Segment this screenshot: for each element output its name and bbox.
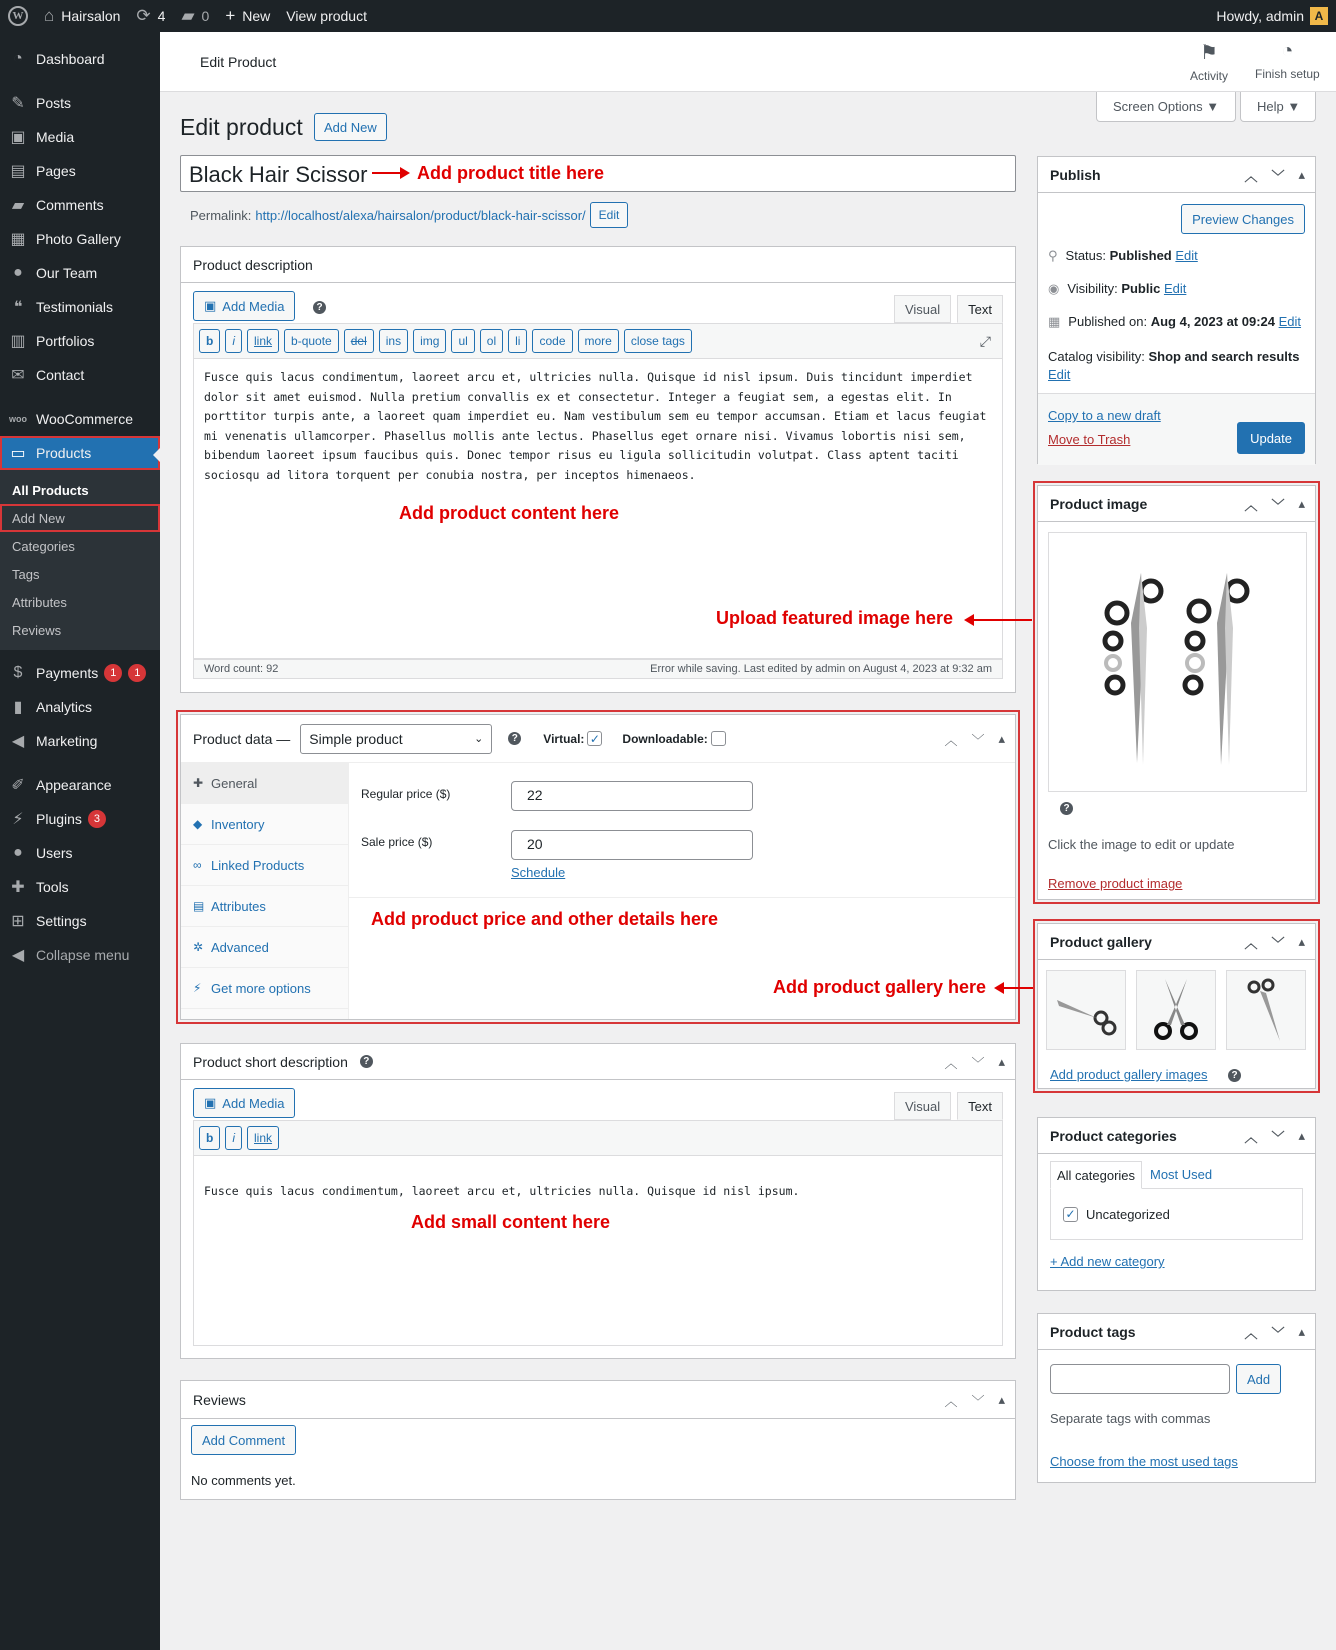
move-up-icon[interactable]: ︿	[1244, 1325, 1258, 1341]
publish-actions	[1038, 393, 1315, 465]
menu-collapse[interactable]: ◀ Collapse menu	[0, 938, 160, 972]
menu-testimonials[interactable]: ❝ Testimonials	[0, 290, 160, 324]
updates-link[interactable]: ⟳ 4	[136, 6, 166, 25]
admin-bar	[0, 0, 1336, 32]
comment-icon: ▰	[11, 197, 25, 214]
edit-catalog-link[interactable]: Edit	[1048, 367, 1071, 382]
product-data-box	[180, 714, 1016, 1020]
pages-icon: ▤	[10, 163, 26, 180]
quote-icon: ❝	[13, 299, 23, 316]
annotation-arrow	[996, 987, 1034, 989]
user-icon: ●	[13, 844, 23, 861]
help-icon[interactable]: ?	[508, 732, 521, 745]
menu-posts[interactable]: ✎ Posts	[0, 86, 160, 120]
add-new-button[interactable]: Add New	[314, 113, 387, 141]
qt-li[interactable]: li	[508, 329, 527, 353]
team-icon: ●	[13, 264, 23, 281]
scissors-icon	[1049, 533, 1308, 793]
annotation-gallery: Add product gallery here	[773, 977, 987, 997]
tab-visual[interactable]: Visual	[894, 1092, 951, 1120]
qt-more[interactable]: more	[578, 329, 619, 353]
edit-visibility-link[interactable]: Edit	[1163, 281, 1187, 296]
quicktags-toolbar	[193, 323, 1003, 359]
submenu-reviews[interactable]: Reviews	[12, 622, 62, 638]
submenu-all-products[interactable]: All Products	[12, 482, 89, 498]
megaphone-icon: ◀	[11, 733, 25, 750]
gallery-thumb[interactable]	[1136, 970, 1216, 1050]
move-to-trash-link[interactable]: Move to Trash	[1048, 432, 1131, 447]
schedule-link[interactable]: Schedule	[511, 865, 566, 880]
progress-icon: ◔	[1281, 40, 1294, 62]
category-list: ✓ Uncategorized	[1050, 1188, 1303, 1240]
box-header: Product short description ? ︿ ﹀ ▴	[181, 1044, 1015, 1080]
update-button[interactable]: Update	[1237, 422, 1305, 454]
help-icon[interactable]: ?	[360, 1055, 373, 1068]
fullscreen-icon[interactable]: ⤢	[979, 332, 991, 349]
move-up-icon[interactable]: ︿	[944, 1393, 958, 1409]
toggle-icon[interactable]: ▴	[1298, 167, 1305, 182]
virtual-checkbox[interactable]: ✓	[587, 731, 602, 746]
breadcrumb: Edit Product	[200, 54, 277, 70]
mail-icon: ✉	[11, 367, 25, 384]
tag-input[interactable]	[1050, 1364, 1230, 1394]
menu-appearance[interactable]: ✐ Appearance	[0, 768, 160, 802]
no-comments-text: No comments yet.	[191, 1473, 296, 1488]
refresh-icon: ⟳	[136, 6, 151, 25]
qt-ul[interactable]: ul	[451, 329, 474, 353]
gear-icon: ✲	[193, 940, 204, 954]
annotation-arrow	[966, 619, 1032, 621]
reviews-box	[180, 1380, 1016, 1500]
add-new-category-link[interactable]: + Add new category	[1050, 1254, 1165, 1269]
notification-badge: 1	[128, 664, 146, 682]
tab-attributes[interactable]: ▤ Attributes	[181, 886, 348, 927]
submenu-categories[interactable]: Categories	[12, 538, 75, 554]
remove-image-link[interactable]: Remove product image	[1048, 876, 1183, 891]
menu-woocommerce[interactable]: woo WooCommerce	[9, 411, 133, 427]
qt-italic[interactable]: i	[225, 329, 242, 353]
description-textarea[interactable]: Fusce quis lacus condimentum, laoreet arcu et, ultricies nulla. Quisque id nisl ipsum. Duis tincidunt imperdiet dolor sit amet euismod. Nulla pretium convallis ex et consectetur. Integer a feugiat sem, a egestas elit. In porttitor turpis ante, a laoreet quam imperdiet eu. Nam vestibulum sem eu tempor accumsan. Etiam et lacus feugiat mi venenatis ullamcorper. Phasellus mollis ante lectus. Phasellus eget ornare nisi. Vivamus lobortis nisi sem, bibendum laoreet ipsum faucibus quis. Donec tempor risus eu ligula sollicitudin volutpat. Class aptent taciti sociosqu ad litora torquent per conubia nostra, per inceptos himenaeos.	[193, 359, 1003, 659]
annotation-short: Add small content here	[411, 1212, 611, 1232]
sale-price-input[interactable]: 20	[511, 830, 753, 860]
pin-icon: ⚲	[1048, 248, 1058, 263]
dashboard-icon: ◔	[13, 50, 23, 67]
account-menu[interactable]: Howdy, admin A	[1216, 0, 1328, 32]
status-row: ⚲ Status: Published Edit	[1048, 248, 1198, 263]
quicktags-toolbar	[193, 1120, 1003, 1156]
tab-text[interactable]: Text	[957, 1092, 1003, 1120]
plus-icon: +	[225, 6, 236, 25]
image-hint: Click the image to edit or update	[1048, 837, 1235, 852]
collapse-icon: ◀	[11, 947, 25, 964]
word-count: Word count: 92	[204, 663, 279, 675]
category-checkbox[interactable]: ✓	[1063, 1207, 1078, 1222]
toggle-icon[interactable]: ▴	[1298, 496, 1305, 511]
short-description-box	[180, 1043, 1016, 1359]
toggle-icon[interactable]: ▴	[1298, 1324, 1305, 1339]
screen-options-button[interactable]: Screen Options ▼	[1096, 92, 1236, 122]
menu-portfolios[interactable]: ▥ Portfolios	[0, 324, 160, 358]
move-up-icon[interactable]: ︿	[1244, 168, 1258, 184]
downloadable-checkbox[interactable]	[711, 731, 726, 746]
help-icon[interactable]: ?	[1228, 1069, 1241, 1082]
tab-most-used[interactable]: Most Used	[1150, 1167, 1213, 1182]
scissors-icon	[1236, 975, 1296, 1045]
portfolio-icon: ▥	[10, 333, 26, 350]
tab-visual[interactable]: Visual	[894, 295, 951, 323]
tag-icon: ◆	[193, 817, 203, 831]
scissors-icon	[1141, 975, 1211, 1045]
pin-icon: ✎	[11, 95, 25, 112]
qt-bold[interactable]: b	[199, 329, 220, 353]
publish-box	[1037, 156, 1316, 464]
move-up-icon[interactable]: ︿	[1244, 935, 1258, 951]
divider	[349, 897, 1015, 898]
activity-button[interactable]: ⚑ Activity	[1190, 42, 1229, 83]
product-type-select[interactable]: Simple product ⌄	[300, 724, 492, 754]
product-gallery-box	[1037, 923, 1316, 1089]
menu-tools[interactable]: ✚ Tools	[0, 870, 160, 904]
tab-linked-products[interactable]: ∞ Linked Products	[181, 845, 348, 886]
add-comment-button[interactable]: Add Comment	[191, 1425, 296, 1455]
move-up-icon[interactable]: ︿	[1244, 497, 1258, 513]
move-down-icon[interactable]: ﹀	[1271, 1325, 1285, 1341]
move-up-icon[interactable]: ︿	[944, 732, 958, 748]
add-tag-button[interactable]: Add	[1236, 1364, 1281, 1394]
tab-all-categories[interactable]: All categories	[1050, 1161, 1142, 1189]
menu-plugins[interactable]: ⚡ Plugins 3	[0, 802, 160, 836]
media-icon: ▣	[204, 298, 217, 313]
visibility-row: ◉ Visibility: Public Edit	[1048, 281, 1187, 296]
move-up-icon[interactable]: ︿	[1244, 1129, 1258, 1145]
list-icon: ▤	[193, 899, 205, 913]
published-row: ▦ Published on: Aug 4, 2023 at 09:24 Edit	[1048, 314, 1302, 329]
toggle-icon[interactable]: ▴	[1298, 934, 1305, 949]
move-down-icon[interactable]: ﹀	[1271, 168, 1285, 184]
tab-inventory[interactable]: ◆ Inventory	[181, 804, 348, 845]
page-title: Edit product	[180, 114, 303, 140]
copy-to-draft-link[interactable]: Copy to a new draft	[1048, 408, 1161, 423]
annotation-arrow	[372, 172, 408, 174]
submenu-attributes[interactable]: Attributes	[12, 594, 67, 610]
wp-logo-button[interactable]	[0, 0, 36, 32]
tags-hint: Separate tags with commas	[1050, 1411, 1211, 1426]
qt-del[interactable]: del	[344, 329, 374, 353]
box-header: Product tags ︿ ﹀ ▴	[1038, 1314, 1315, 1350]
move-down-icon[interactable]: ﹀	[1271, 497, 1285, 513]
gallery-icon: ▦	[10, 231, 26, 248]
menu-our-team[interactable]: ● Our Team	[0, 256, 160, 290]
move-down-icon[interactable]: ﹀	[971, 732, 985, 748]
bar-chart-icon: ▮	[13, 699, 23, 716]
annotation-image: Upload featured image here	[716, 608, 954, 628]
wrench-icon: ✚	[11, 879, 25, 896]
edit-status-link[interactable]: Edit	[1175, 248, 1198, 263]
menu-pages[interactable]: ▤ Pages	[0, 154, 160, 188]
notification-badge: 1	[104, 664, 122, 682]
editor-status-bar	[193, 659, 1003, 679]
menu-contact[interactable]: ✉ Contact	[0, 358, 160, 392]
add-media-button[interactable]: ▣ Add Media	[193, 1088, 295, 1118]
tab-advanced[interactable]: ✲ Advanced	[181, 927, 348, 968]
gallery-thumb[interactable]	[1226, 970, 1306, 1050]
menu-comments[interactable]: ▰ Comments	[0, 188, 160, 222]
box-header: Product data — Simple product ⌄ ? Virtual: ✓ Downloadable: ︿ ﹀ ▴	[181, 715, 1015, 763]
payments-icon: $	[13, 664, 23, 681]
finish-setup-button[interactable]: ◔ Finish setup	[1255, 40, 1320, 81]
add-gallery-images-link[interactable]: Add product gallery images	[1050, 1067, 1208, 1082]
plug-icon: ⚡	[193, 981, 202, 995]
brush-icon: ✐	[11, 777, 25, 794]
permalink: Permalink: http://localhost/alexa/hairsalon/product/black-hair-scissor/ Edit	[190, 202, 628, 228]
settings-icon: ⊞	[11, 913, 25, 930]
qt-close-tags[interactable]: close tags	[624, 329, 692, 353]
eye-icon: ◉	[1048, 281, 1060, 296]
menu-analytics[interactable]: ▮ Analytics	[0, 690, 160, 724]
move-down-icon[interactable]: ﹀	[971, 1393, 985, 1409]
woocommerce-header	[160, 32, 1336, 92]
regular-price-label: Regular price ($)	[361, 787, 451, 801]
menu-dashboard[interactable]: ◔ Dashboard	[0, 42, 160, 76]
box-header: Product categories ︿ ﹀ ▴	[1038, 1118, 1315, 1154]
permalink-link[interactable]: http://localhost/alexa/hairsalon/product/black-hair-scissor/	[255, 207, 586, 223]
flag-icon: ⚑	[1200, 42, 1218, 64]
product-data-tabs	[181, 763, 349, 1019]
menu-payments[interactable]: $ Payments 1 1	[0, 656, 160, 690]
menu-users[interactable]: ● Users	[0, 836, 160, 870]
view-product-link[interactable]: View product	[286, 8, 367, 24]
box-header: Publish ︿ ﹀ ▴	[1038, 157, 1315, 193]
qt-bquote[interactable]: b-quote	[284, 329, 339, 353]
product-image-box	[1037, 485, 1316, 900]
regular-price-input[interactable]: 22	[511, 781, 753, 811]
admin-sidebar	[0, 32, 160, 1650]
notification-badge: 3	[88, 810, 106, 828]
move-up-icon[interactable]: ︿	[944, 1055, 958, 1071]
comments-link[interactable]: ▰ 0	[181, 6, 210, 25]
plug-icon: ⚡	[12, 811, 24, 828]
wrench-icon: ✚	[193, 776, 204, 790]
calendar-icon: ▦	[1048, 314, 1061, 329]
help-icon[interactable]: ?	[313, 301, 326, 314]
toggle-icon[interactable]: ▴	[998, 1392, 1005, 1407]
choose-tags-link[interactable]: Choose from the most used tags	[1050, 1454, 1238, 1469]
scissors-icon	[1051, 980, 1121, 1040]
annotation-content: Add product content here	[399, 503, 619, 523]
product-categories-box	[1037, 1117, 1316, 1291]
menu-settings[interactable]: ⊞ Settings	[0, 904, 160, 938]
product-image[interactable]	[1048, 532, 1307, 792]
help-button[interactable]: Help ▼	[1240, 92, 1316, 122]
permalink-edit-button[interactable]: Edit	[590, 202, 629, 228]
qt-bold[interactable]: b	[199, 1126, 220, 1150]
add-media-button[interactable]: ▣ Add Media	[193, 291, 295, 321]
box-header: Product description	[181, 247, 1015, 283]
toggle-icon[interactable]: ▴	[998, 731, 1005, 746]
comment-icon: ▰	[181, 6, 195, 25]
avatar: A	[1310, 7, 1328, 25]
qt-ins[interactable]: ins	[379, 329, 408, 353]
home-icon: ⌂	[44, 6, 55, 25]
qt-link[interactable]: link	[247, 329, 279, 353]
sale-price-label: Sale price ($)	[361, 835, 433, 849]
toggle-icon[interactable]: ▴	[998, 1054, 1005, 1069]
chevron-down-icon: ⌄	[474, 733, 484, 745]
move-down-icon[interactable]: ﹀	[1271, 1129, 1285, 1145]
submenu-tags[interactable]: Tags	[12, 566, 40, 582]
move-down-icon[interactable]: ﹀	[1271, 935, 1285, 951]
box-header: Reviews ︿ ﹀ ▴	[181, 1381, 1015, 1419]
toggle-icon[interactable]: ▴	[1298, 1128, 1305, 1143]
qt-ol[interactable]: ol	[480, 329, 503, 353]
help-icon[interactable]: ?	[1060, 802, 1073, 815]
tab-get-more-options[interactable]: ⚡ Get more options	[181, 968, 348, 1009]
move-down-icon[interactable]: ﹀	[971, 1055, 985, 1071]
annotation-title: Add product title here	[417, 163, 605, 183]
tab-text[interactable]: Text	[957, 295, 1003, 323]
edit-date-link[interactable]: Edit	[1278, 314, 1302, 329]
link-icon: ∞	[193, 858, 202, 872]
new-content-link[interactable]: + New	[225, 6, 271, 25]
media-icon: ▣	[10, 129, 26, 146]
products-icon: ▭	[10, 445, 26, 462]
menu-products[interactable]: ▭ Products	[0, 436, 160, 470]
gallery-thumbnails	[1046, 970, 1308, 1050]
box-header: Product image ︿ ﹀ ▴	[1038, 486, 1315, 522]
catalog-visibility-row: Catalog visibility: Shop and search results Edit	[1048, 349, 1300, 382]
wordpress-icon: W	[8, 6, 28, 26]
annotation-price: Add product price and other details here	[371, 909, 719, 929]
gallery-thumb[interactable]	[1046, 970, 1126, 1050]
save-status: Error while saving. Last edited by admin on August 4, 2023 at 9:32 am	[650, 663, 992, 675]
products-submenu	[0, 470, 160, 650]
qt-italic[interactable]: i	[225, 1126, 242, 1150]
tab-general[interactable]: ✚ General	[181, 763, 348, 804]
woo-icon: woo	[9, 414, 27, 424]
product-tags-box	[1037, 1313, 1316, 1483]
media-icon: ▣	[204, 1095, 217, 1110]
preview-changes-button[interactable]: Preview Changes	[1181, 204, 1305, 234]
short-description-textarea[interactable]: Fusce quis lacus condimentum, laoreet arcu et, ultricies nulla. Quisque id nisl ipsum.	[193, 1156, 1003, 1346]
menu-marketing[interactable]: ◀ Marketing	[0, 724, 160, 758]
qt-code[interactable]: code	[532, 329, 572, 353]
box-header: Product gallery ︿ ﹀ ▴	[1038, 924, 1315, 960]
menu-photo-gallery[interactable]: ▦ Photo Gallery	[0, 222, 160, 256]
qt-img[interactable]: img	[413, 329, 446, 353]
submenu-add-new[interactable]: Add New	[0, 504, 160, 532]
qt-link[interactable]: link	[247, 1126, 279, 1150]
site-name-link[interactable]: ⌂ Hairsalon	[44, 6, 121, 25]
product-title-input[interactable]: Black Hair Scissor	[180, 155, 1016, 192]
menu-media[interactable]: ▣ Media	[0, 120, 160, 154]
